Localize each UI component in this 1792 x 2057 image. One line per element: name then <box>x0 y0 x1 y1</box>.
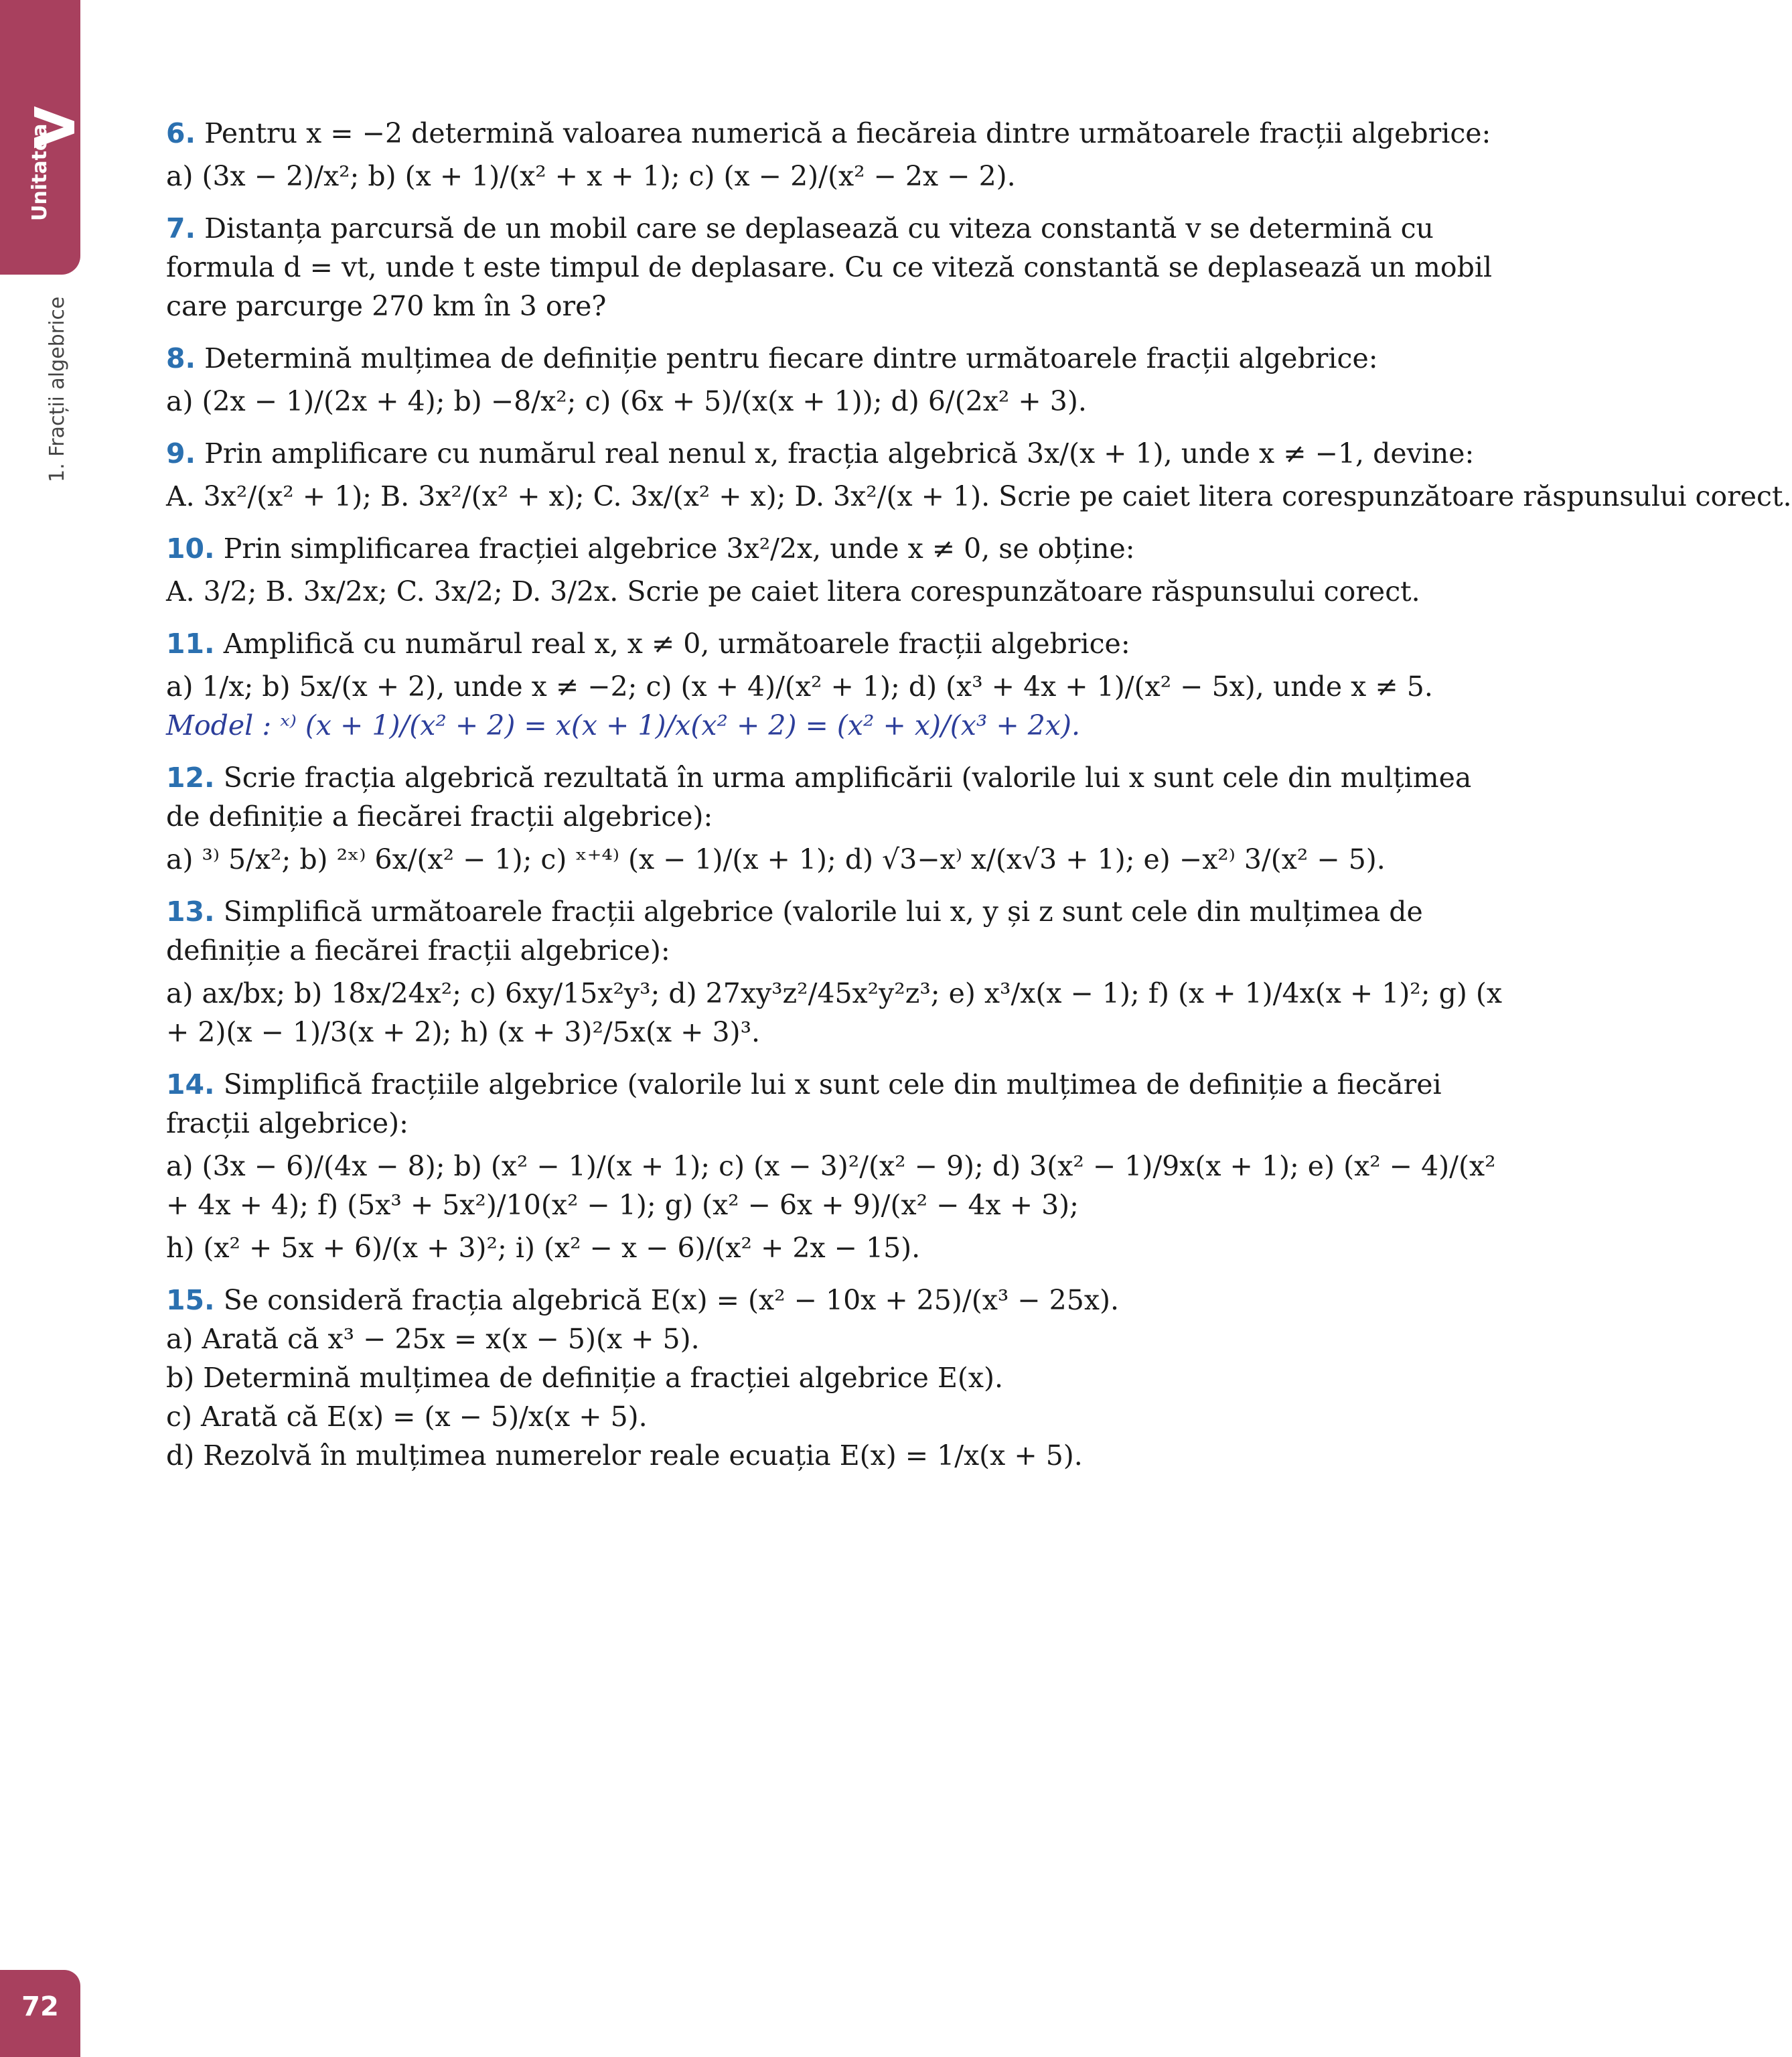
exercise-11 <box>118 624 1504 745</box>
exercise-part-a: a) Arată că x³ − 25x = x(x − 5)(x + 5). <box>166 1323 700 1355</box>
exercise-math: A. 3x²/(x² + 1); B. 3x²/(x² + x); C. 3x/(x² + x); D. 3x²/(x + 1). Scrie pe caiet litera corespunzătoare răspunsului corect. <box>166 480 1792 512</box>
exercise-8 <box>118 339 1504 421</box>
exercise-text: Scrie fracția algebrică rezultată în urma amplificării (valorile lui x sunt cele din mulțimea de definiție a fiecărei fracții algebrice): <box>166 762 1472 833</box>
exercise-math: a) ax/bx; b) 18x/24x²; c) 6xy/15x²y³; d) 27xy³z²/45x²y²z³; e) x³/x(x − 1); f) (x + 1)/4x(x + 1)²; g) (x + 2)(x − 1)/3(x + 2); h) (x + 3)²/5x(x + 3)³. <box>166 977 1502 1048</box>
exercise-text: Pentru x = −2 determină valoarea numerică a fiecăreia dintre următoarele fracții algebrice: <box>204 117 1491 149</box>
exercise-text: Prin simplificarea fracției algebrice 3x²/2x, unde x ≠ 0, se obține: <box>223 533 1135 565</box>
exercise-text: Simplifică următoarele fracții algebrice (valorile lui x, y și z sunt cele din mulțimea de definiție a fiecărei fracții algebrice): <box>166 896 1423 967</box>
exercise-text: Amplifică cu numărul real x, x ≠ 0, următoarele fracții algebrice: <box>223 628 1130 660</box>
exercise-7 <box>118 209 1504 326</box>
exercise-15 <box>118 1281 1504 1475</box>
exercise-number: 11. <box>166 628 215 660</box>
exercise-text: Determină mulțimea de definiție pentru fiecare dintre următoarele fracții algebrice: <box>204 342 1378 374</box>
exercise-9 <box>118 434 1792 516</box>
exercise-number: 9. <box>166 437 196 470</box>
exercise-number: 10. <box>166 533 215 565</box>
exercise-number: 12. <box>166 762 215 794</box>
exercise-math: a) (2x − 1)/(2x + 4); b) −8/x²; c) (6x + 5)/(x(x + 1)); d) 6/(2x² + 3). <box>166 385 1087 417</box>
model-example: ˣ⁾ (x + 1)/(x² + 2) = x(x + 1)/x(x² + 2) = (x² + x)/(x³ + 2x). <box>280 709 1081 741</box>
exercise-list <box>118 114 1792 1488</box>
exercise-part-d: d) Rezolvă în mulțimea numerelor reale ecuația E(x) = 1/x(x + 5). <box>166 1439 1083 1472</box>
unit-letter: V <box>24 106 88 149</box>
page-number: 72 <box>0 1970 80 2057</box>
exercise-part-b: b) Determină mulțimea de definiție a fracției algebrice E(x). <box>166 1362 1004 1394</box>
unit-tab <box>0 0 88 275</box>
exercise-math: a) (3x − 2)/x²; b) (x + 1)/(x² + x + 1); c) (x − 2)/(x² − 2x − 2). <box>166 160 1016 192</box>
exercise-14 <box>118 1065 1504 1267</box>
exercise-math-2: h) (x² + 5x + 6)/(x + 3)²; i) (x² − x − 6)/(x² + 2x − 15). <box>166 1232 921 1264</box>
exercise-6 <box>118 114 1504 196</box>
exercise-math: a) (3x − 6)/(4x − 8); b) (x² − 1)/(x + 1); c) (x − 3)²/(x² − 9); d) 3(x² − 1)/9x(x + 1); e) (x² − 4)/(x² + 4x + 4); f) (5x³ + 5x²)/10(x² − 1); g) (x² − 6x + 9)/(x² − 4x + 3); <box>166 1150 1496 1221</box>
exercise-number: 8. <box>166 342 196 374</box>
exercise-text: Prin amplificare cu numărul real nenul x, fracția algebrică 3x/(x + 1), unde x ≠ −1, devine: <box>204 437 1475 470</box>
exercise-number: 14. <box>166 1068 215 1101</box>
exercise-10 <box>118 529 1504 611</box>
exercise-math: a) ³⁾ 5/x²; b) ²ˣ⁾ 6x/(x² − 1); c) ˣ⁺⁴⁾ (x − 1)/(x + 1); d) √3−x⁾ x/(x√3 + 1); e) −x²⁾ 3/(x² − 5). <box>166 843 1386 875</box>
exercise-part-c: c) Arată că E(x) = (x − 5)/x(x + 5). <box>166 1401 648 1433</box>
exercise-12 <box>118 758 1504 879</box>
model-label: Model : <box>166 709 272 741</box>
exercise-math: a) 1/x; b) 5x/(x + 2), unde x ≠ −2; c) (x + 4)/(x² + 1); d) (x³ + 4x + 1)/(x² − 5x), unde x ≠ 5. <box>166 670 1433 703</box>
exercise-math: A. 3/2; B. 3x/2x; C. 3x/2; D. 3/2x. Scrie pe caiet litera corespunzătoare răspunsului corect. <box>166 575 1420 608</box>
exercise-text: Se consideră fracția algebrică E(x) = (x² − 10x + 25)/(x³ − 25x). <box>223 1284 1119 1316</box>
exercise-text: Distanța parcursă de un mobil care se deplasează cu viteza constantă v se determină cu formula d = vt, unde t este timpul de deplasare. Cu ce viteză constantă se deplasează un mobil care parcurge 270 km în 3 ore? <box>166 212 1493 322</box>
exercise-number: 6. <box>166 117 196 149</box>
exercise-number: 7. <box>166 212 196 244</box>
exercise-number: 15. <box>166 1284 215 1316</box>
chapter-label: 1. Fracții algebrice <box>46 296 69 482</box>
exercise-13 <box>118 892 1504 1052</box>
exercise-text: Simplifică fracțiile algebrice (valorile lui x sunt cele din mulțimea de definiție a fiecărei fracții algebrice): <box>166 1068 1442 1139</box>
exercise-number: 13. <box>166 896 215 928</box>
unit-word: Unitatea <box>28 123 52 221</box>
